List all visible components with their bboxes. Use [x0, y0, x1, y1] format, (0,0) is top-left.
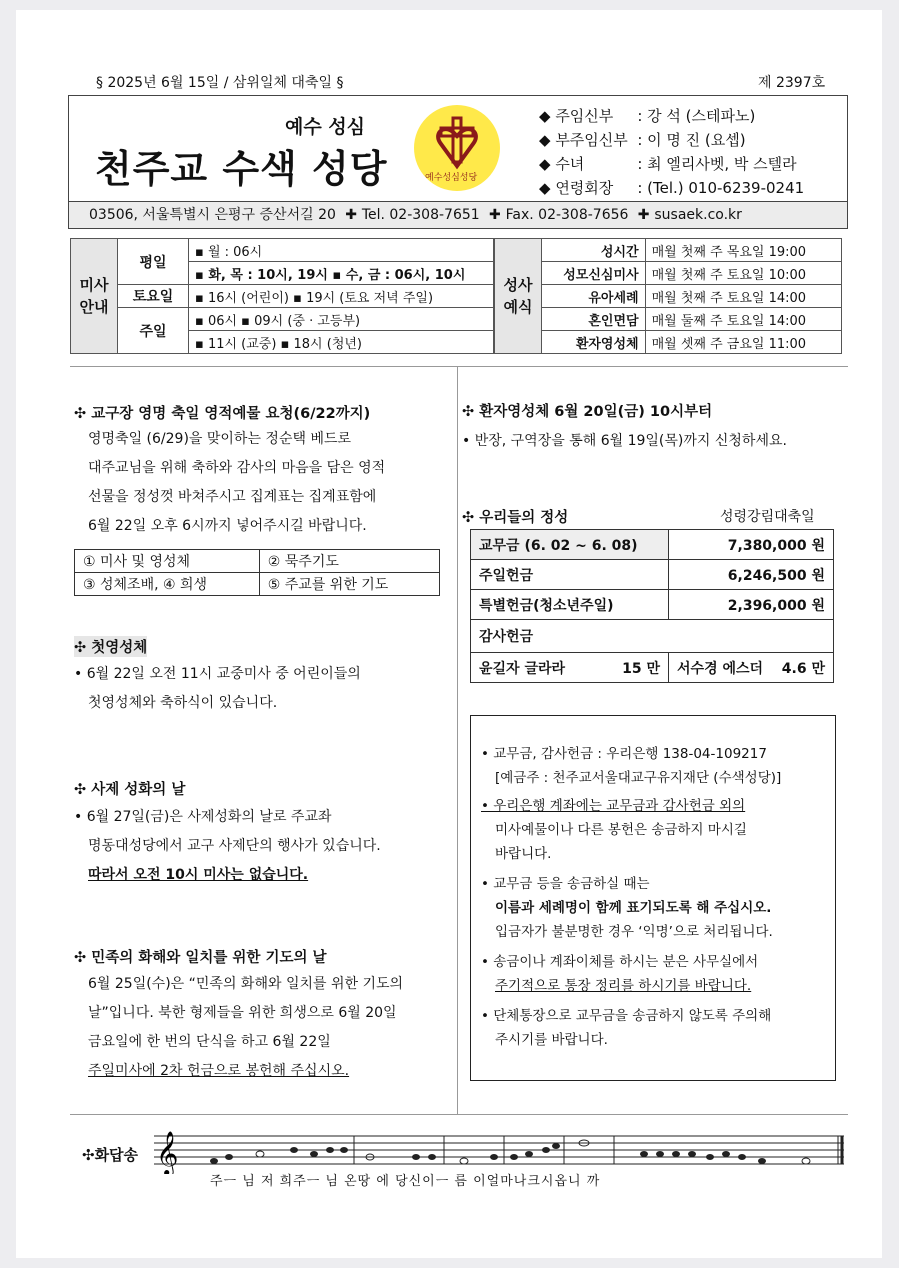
staff-row: ◆ 주임신부 : 강 석 (스테파노) — [539, 107, 756, 125]
section-body: 영명축일 (6/29)을 맞이하는 정순택 베드로 대주교님을 위해 축하와 감사의 마음을 담은 영적 선물을 정성껏 바쳐주시고 집계표는 집계표함에 6월 22일 오후 6시까지 넣어주시길 바랍니다. — [88, 431, 386, 534]
parish-title: 천주교 수색 성당 — [95, 147, 388, 191]
sacrament-schedule: 성사 예식 성시간 매월 첫째 주 목요일 19:00 성모신심미사 매월 첫째 주 토요일 10:00 유아세례 매월 첫째 주 토요일 14:00 혼인면담 매월 둘째 주 토요일 14:00 환자영성체 매월 셋째 주 금요일 11:00 — [494, 238, 842, 354]
staff-row: ◆ 부주임신부 : 이 명 진 (요셉) — [539, 131, 746, 149]
staff-row: ◆ 연령회장 : (Tel.) 010-6239-0241 — [539, 179, 805, 197]
logo-text: 예수성심성당 — [425, 173, 478, 183]
staff-list — [539, 104, 804, 200]
psalm-lyrics: 주ㅡ 님 저 희주ㅡ 님 온땅 에 당신이ㅡ 름 이얼마나크시옵니 까 — [210, 1174, 601, 1189]
parish-logo — [413, 104, 501, 192]
issue-number: 제 2397호 — [758, 75, 826, 91]
address-bar: 03506, 서울특별시 은평구 증산서길 20 ✚ Tel. 02-308-7651 ✚ Fax. 02-308-7656 ✚ susaek.co.kr — [69, 202, 847, 228]
staff-row: ◆ 수녀 : 최 엘리사벳, 박 스텔라 — [539, 155, 797, 173]
section-body: 6월 25일(수)은 “민족의 화해와 일치를 위한 기도의 날”입니다. 북한 형제들을 위한 희생으로 6월 20일 금요일에 한 번의 단식을 하고 6월 22일 주일미사에 2차 헌금으로 봉헌해 주십시오. — [88, 976, 404, 1079]
section-title: ✣ 사제 성화의 날 — [74, 782, 186, 798]
section-body: • 6월 27일(금)은 사제성화의 날로 주교좌 명동대성당에서 교구 사제단의 행사가 있습니다. 따라서 오전 10시 미사는 없습니다. — [74, 809, 381, 883]
fax: Fax. 02-308-7656 — [505, 207, 629, 223]
music-staff — [154, 1126, 848, 1174]
section-title: ✣ 우리들의 정성 — [462, 510, 569, 526]
section-title: ✣ 민족의 화해와 일치를 위한 기도의 날 — [74, 950, 327, 966]
section-title: ✣ 교구장 영명 축일 영적예물 요청(6/22까지) — [74, 406, 371, 422]
section-title: ✣ 첫영성체 — [74, 636, 147, 657]
masthead-subtitle: 예수 성심 — [285, 116, 366, 138]
section-body: • 반장, 구역장을 통해 6월 19일(목)까지 신청하세요. — [462, 433, 787, 449]
section-body: • 6월 22일 오전 11시 교중미사 중 어린이들의 첫영성체와 축하식이 있습니다. — [74, 666, 361, 711]
prayer-options: ① 미사 및 영성체 ② 묵주기도 ③ 성체조배, ④ 희생 ⑤ 주교를 위한 기도 — [74, 549, 440, 596]
svg-text:𝄞: 𝄞 — [156, 1131, 179, 1174]
bulletin-page — [16, 10, 882, 1258]
address: 03506, 서울특별시 은평구 증산서길 20 — [89, 207, 336, 223]
section-title: ✣ 환자영성체 6월 20일(금) 10시부터 — [462, 404, 713, 420]
offering-note: 성령강림대축일 — [720, 509, 815, 525]
website: susaek.co.kr — [654, 207, 742, 223]
offering-table: 교무금 (6. 02 ~ 6. 08) 7,380,000 원 주일헌금 6,246,500 원 특별헌금(청소년주일) 2,396,000 원 감사헌금 윤길자 글라라 15 만 서수경 에스더 4.6 만 — [470, 529, 834, 683]
mass-schedule: 미사 안내 평일 ▪ 월 : 06시 ▪ 화, 목 : 10시, 19시 ▪ 수, 금 : 06시, 10시 토요일 ▪ 16시 (어린이) ▪ 19시 (토요 저녁 주일) 주일 ▪ 06시 ▪ 09시 (중 · 고등부) ▪ 11시 (교중) ▪ 18시 (청년) — [70, 238, 494, 354]
tel: Tel. 02-308-7651 — [361, 207, 480, 223]
masthead — [68, 95, 848, 229]
date-line: § 2025년 6월 15일 / 삼위일체 대축일 § — [96, 75, 344, 91]
bank-notice: • 교무금, 감사헌금 : 우리은행 138-04-109217 [예금주 : 천주교서울대교구유지재단 (수색성당)] • 우리은행 계좌에는 교무금과 감사헌금 외의 미사예물이나 다른 봉헌은 송금하지 마시길 바랍니다. • 교무금 등을 송금하실 때는 이름과 세례명이 함께 표기되도록 해 주십시오. 입금자가 불분명한 경우 ‘익명’으로 처리됩니다. • 송금이나 계좌이체를 하시는 분은 사무실에서 주기적으로 통장 정리를 하시기를 바랍니다. • 단체통장으로 교무금을 송금하지 않도록 주의해 주시기를 바랍니다. — [470, 715, 836, 1081]
psalm-label: ✣화답송 — [82, 1146, 139, 1164]
